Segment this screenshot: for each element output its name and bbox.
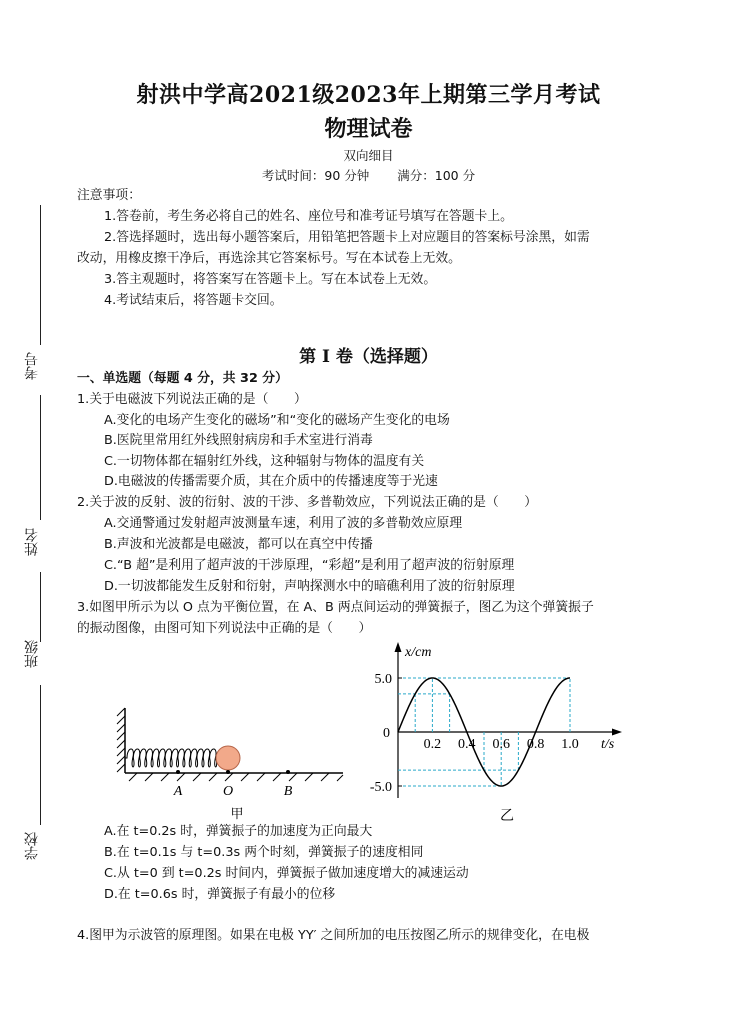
ball: [216, 746, 240, 770]
figure-caption-yi: 乙: [500, 809, 514, 824]
side-label-kaohao: 考号: [24, 352, 40, 380]
section-title: 第 I 卷（选择题）: [299, 347, 438, 367]
option: A.变化的电场产生变化的磁场”和“变化的磁场产生变化的电场: [104, 413, 450, 428]
option: B.医院里常用红外线照射病房和手术室进行消毒: [104, 433, 373, 448]
y-tick-label: 5.0: [374, 672, 392, 687]
question-stem: 4.图甲为示波管的原理图。如果在电极 YY′ 之间所加的电压按图乙所示的规律变化，在电极: [77, 928, 590, 943]
note-item: 4.考试结束后，将答题卡交回。: [104, 293, 283, 308]
option: D.电磁波的传播需要介质，其在介质中的传播速度等于光速: [104, 474, 438, 489]
binding-line: [40, 395, 41, 520]
binding-line: [40, 572, 41, 642]
exam-score: 满分：100 分: [397, 168, 476, 183]
point-a-dot: [176, 770, 180, 774]
question-stem: 的振动图像，由图可知下列说法中正确的是（ ）: [77, 621, 372, 636]
point-a-label: A: [173, 784, 183, 799]
spring-oscillator-figure: [115, 700, 355, 825]
x-tick-label: 0.4: [458, 737, 476, 752]
option: A.交通警通过发射超声波测量车速，利用了波的多普勒效应原理: [104, 516, 463, 531]
side-label-banji: 班级: [24, 640, 40, 668]
note-item: 3.答主观题时，将答案写在答题卡上。写在本试卷上无效。: [104, 272, 437, 287]
part-heading: 一、单选题（每题 4 分，共 32 分）: [77, 371, 288, 386]
notes-heading: 注意事项：: [77, 188, 141, 203]
vibration-graph: [355, 640, 625, 825]
binding-line: [40, 205, 41, 345]
wall-hatch: [117, 708, 125, 772]
subject-title: 物理试卷: [324, 116, 413, 142]
side-label-xingming: 姓名: [24, 528, 40, 556]
y-tick-label: -5.0: [369, 780, 392, 795]
side-label-xuexiao: 学校: [24, 832, 40, 860]
subtitle: 双向细目: [343, 148, 394, 163]
x-tick-label: 0.8: [526, 737, 545, 752]
option: C.“B 超”是利用了超声波的干涉原理，“彩超”是利用了超声波的衍射原理: [104, 558, 515, 573]
origin-label: 0: [383, 726, 390, 741]
x-axis-label: t/s: [601, 737, 615, 752]
point-o-dot: [226, 770, 230, 774]
note-item: 1.答卷前，考生务必将自己的姓名、座位号和准考证号填写在答题卡上。: [104, 209, 513, 224]
option: B.声波和光波都是电磁波，都可以在真空中传播: [104, 537, 373, 552]
exam-title: 射洪中学高2021级2023年上期第三学月考试: [136, 82, 601, 108]
spring: [125, 749, 217, 767]
exam-info: [0, 166, 737, 184]
point-b-label: B: [283, 784, 293, 799]
note-item: 2.答选择题时，选出每小题答案后，用铅笔把答题卡上对应题目的答案标号涂黑，如需: [104, 230, 590, 245]
y-axis-arrow: [395, 642, 402, 652]
question-stem: 2.关于波的反射、波的衍射、波的干涉、多普勒效应，下列说法正确的是（ ）: [77, 495, 538, 510]
question-stem: 3.如图甲所示为以 O 点为平衡位置，在 A、B 两点间运动的弹簧振子，图乙为这个弹簧振子: [77, 600, 594, 615]
option: A.在 t=0.2s 时，弹簧振子的加速度为正向最大: [104, 824, 373, 839]
x-tick-label: 0.6: [492, 737, 510, 752]
x-tick-label: 0.2: [423, 737, 442, 752]
point-o-label: O: [222, 784, 234, 799]
x-axis-arrow: [612, 729, 622, 736]
figure-caption-jia: 甲: [230, 806, 244, 821]
exam-time: 考试时间：90 分钟: [261, 168, 370, 183]
note-item: 改动，用橡皮擦干净后，再选涂其它答案标号。写在本试卷上无效。: [77, 251, 461, 266]
floor-hatch: [129, 773, 343, 781]
binding-line: [40, 685, 41, 825]
question-stem: 1.关于电磁波下列说法正确的是（ ）: [77, 392, 307, 407]
x-tick-label: 1.0: [561, 737, 579, 752]
option: B.在 t=0.1s 与 t=0.3s 两个时刻，弹簧振子的速度相同: [104, 845, 424, 860]
y-axis-label: x/cm: [405, 645, 432, 660]
point-b-dot: [286, 770, 290, 774]
option: C.一切物体都在辐射红外线，这种辐射与物体的温度有关: [104, 454, 425, 469]
option: D.一切波都能发生反射和衍射，声呐探测水中的暗礁利用了波的衍射原理: [104, 579, 515, 594]
option: C.从 t=0 到 t=0.2s 时间内，弹簧振子做加速度增大的减速运动: [104, 866, 469, 881]
option: D.在 t=0.6s 时，弹簧振子有最小的位移: [104, 887, 336, 902]
